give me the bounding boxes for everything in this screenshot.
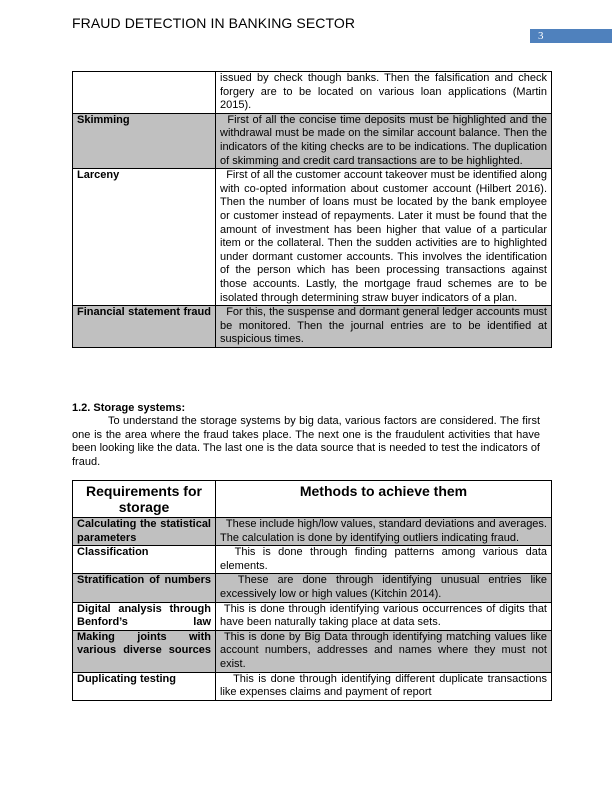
table-row — [73, 518, 552, 546]
table-cell-text: These are done through identifying unusual entries like excessively low or high values (Kitchin 2014). — [216, 574, 552, 602]
fraud-types-table — [72, 71, 552, 348]
table-row — [73, 72, 552, 114]
table-row — [73, 546, 552, 574]
table-row — [73, 306, 552, 348]
table-cell-text: This is done through identifying different duplicate transactions like expenses claims and payment of report — [216, 672, 552, 700]
table-cell-label: Larceny — [73, 169, 216, 306]
table-cell-text: This is done through identifying various occurrences of digits that have been naturally taking place at data sets. — [216, 602, 552, 630]
table-cell-text: For this, the suspense and dormant general ledger accounts must be monitored. Then the journal entries are to be identified at suspicious times. — [216, 306, 552, 348]
running-header-title: FRAUD DETECTION IN BANKING SECTOR — [72, 15, 356, 31]
section-paragraph: To understand the storage systems by big data, various factors are considered. The first one is the area where the fraud takes place. The next one is the fraudulent activities that have been looking like the data. The last one is the data source that is needed to test the indicators of fraud. — [72, 415, 540, 469]
table-row — [73, 169, 552, 306]
table-cell-label: Financial statement fraud — [73, 306, 216, 348]
table-cell-text: These include high/low values, standard deviations and averages. The calculation is done by identifying outliers indicating fraud. — [216, 518, 552, 546]
table-cell-label: Digital analysis through Benford’s law — [73, 602, 216, 630]
table-row — [73, 602, 552, 630]
table-row — [73, 574, 552, 602]
table-cell-text: issued by check though banks. Then the falsification and check forgery are to be located on various loan applications (Martin 2015). — [216, 72, 552, 114]
table-cell-text: This is done through finding patterns among various data elements. — [216, 546, 552, 574]
table-cell-label: Classification — [73, 546, 216, 574]
table-cell-label — [73, 72, 216, 114]
table-row — [73, 672, 552, 700]
table-cell-text: First of all the customer account takeover must be identified along with co-opted information about customer account (Hilbert 2016). Then the number of loans must be located by the bank employee or customer instead of repayments. Later it must be found that the amount of investment has been higher that value of a particular item or the collateral. Then the sudden activities are to highlighted under dormant customer accounts. This involves the identification of the person which has been processing transactions against those accounts. Lastly, the mortgage fraud schemes are to be isolated through determining straw buyer indicators of a plan. — [216, 169, 552, 306]
table-cell-text: First of all the concise time deposits must be highlighted and the withdrawal must be made on the similar account balance. Then the indicators of the kiting checks are to be indications. The duplication of skimming and credit card transactions are to be highlighted. — [216, 113, 552, 168]
storage-requirements-table — [72, 480, 552, 701]
table-cell-label: Making joints with various diverse sources — [73, 630, 216, 672]
table-header-row — [73, 481, 552, 518]
table-row — [73, 113, 552, 168]
table-cell-label: Calculating the statistical parameters — [73, 518, 216, 546]
table-cell-label: Skimming — [73, 113, 216, 168]
section-heading: 1.2. Storage systems: — [72, 402, 186, 414]
table-cell-label: Duplicating testing — [73, 672, 216, 700]
table-cell-label: Stratification of numbers — [73, 574, 216, 602]
column-header-requirements: Requirements for storage — [73, 481, 216, 518]
column-header-methods: Methods to achieve them — [216, 481, 552, 518]
table-row — [73, 630, 552, 672]
table-cell-text: This is done by Big Data through identifying matching values like account numbers, addresses and names where they must not exist. — [216, 630, 552, 672]
page-number-badge: 3 — [530, 29, 612, 43]
